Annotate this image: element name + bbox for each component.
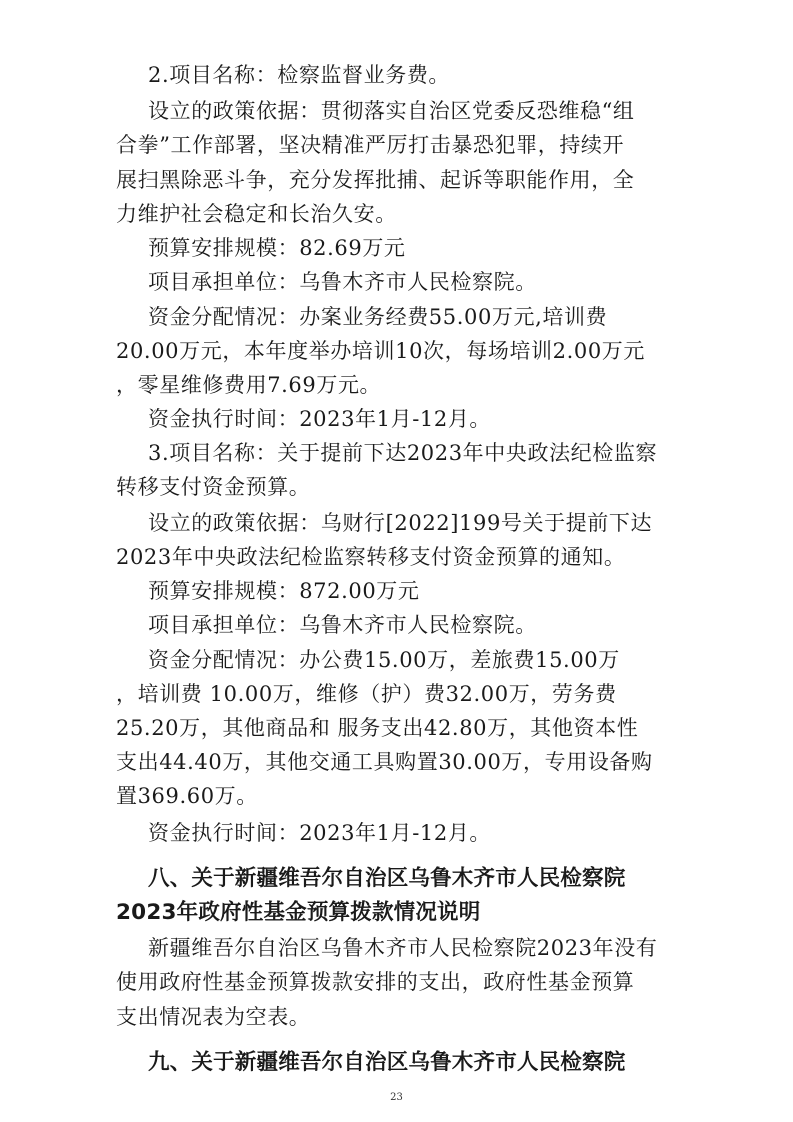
paragraph-line: 展扫黑除恶斗争，充分发挥批捕、起诉等职能作用，全 [116, 168, 635, 192]
paragraph-line: 2023年中央政法纪检监察转移支付资金预算的通知。 [116, 545, 626, 569]
section-heading: 2023年政府性基金预算拨款情况说明 [116, 900, 481, 925]
paragraph-line: 3.项目名称：关于提前下达2023年中央政法纪检监察 [148, 441, 658, 465]
paragraph-line: 置369.60万。 [116, 784, 258, 808]
paragraph-line: 资金分配情况：办案业务经费55.00万元,培训费 [148, 305, 608, 329]
paragraph-line: 设立的政策依据：贯彻落实自治区党委反恐维稳“组 [148, 99, 635, 123]
paragraph-line: 力维护社会稳定和长治久安。 [116, 202, 397, 226]
paragraph-line: 资金执行时间：2023年1月-12月。 [148, 821, 492, 845]
paragraph-line: 新疆维吾尔自治区乌鲁木齐市人民检察院2023年没有 [148, 936, 658, 960]
paragraph-line: 支出44.40万，其他交通工具购置30.00万，专用设备购 [116, 750, 653, 774]
paragraph-line: 转移支付资金预算。 [116, 475, 311, 499]
section-heading: 八、关于新疆维吾尔自治区乌鲁木齐市人民检察院 [148, 866, 626, 891]
paragraph-line: ，培训费 10.00万，维修（护）费32.00万，劳务费 [116, 682, 617, 706]
paragraph-line: 2.项目名称：检察监督业务费。 [148, 63, 451, 87]
paragraph-line: 合拳”工作部署，坚决精准严厉打击暴恐犯罪，持续开 [116, 133, 625, 157]
paragraph-line: 预算安排规模：82.69万元 [148, 236, 406, 260]
paragraph-line: 20.00万元，本年度举办培训10次，每场培训2.00万元 [116, 339, 645, 363]
paragraph-line: 使用政府性基金预算拨款安排的支出，政府性基金预算 [116, 970, 635, 994]
page-number: 23 [390, 1092, 403, 1103]
paragraph-line: 项目承担单位：乌鲁木齐市人民检察院。 [148, 270, 537, 294]
paragraph-line: 资金分配情况：办公费15.00万，差旅费15.00万 [148, 648, 620, 672]
paragraph-line: 设立的政策依据：乌财行[2022]199号关于提前下达 [148, 511, 653, 535]
paragraph-line: 支出情况表为空表。 [116, 1005, 311, 1029]
paragraph-line: 25.20万，其他商品和 服务支出42.80万，其他资本性 [116, 716, 639, 740]
paragraph-line: ，零星维修费用7.69万元。 [116, 373, 382, 397]
section-heading: 九、关于新疆维吾尔自治区乌鲁木齐市人民检察院 [148, 1050, 626, 1075]
paragraph-line: 资金执行时间：2023年1月-12月。 [148, 407, 492, 431]
paragraph-line: 预算安排规模：872.00万元 [148, 579, 420, 603]
paragraph-line: 项目承担单位：乌鲁木齐市人民检察院。 [148, 613, 537, 637]
